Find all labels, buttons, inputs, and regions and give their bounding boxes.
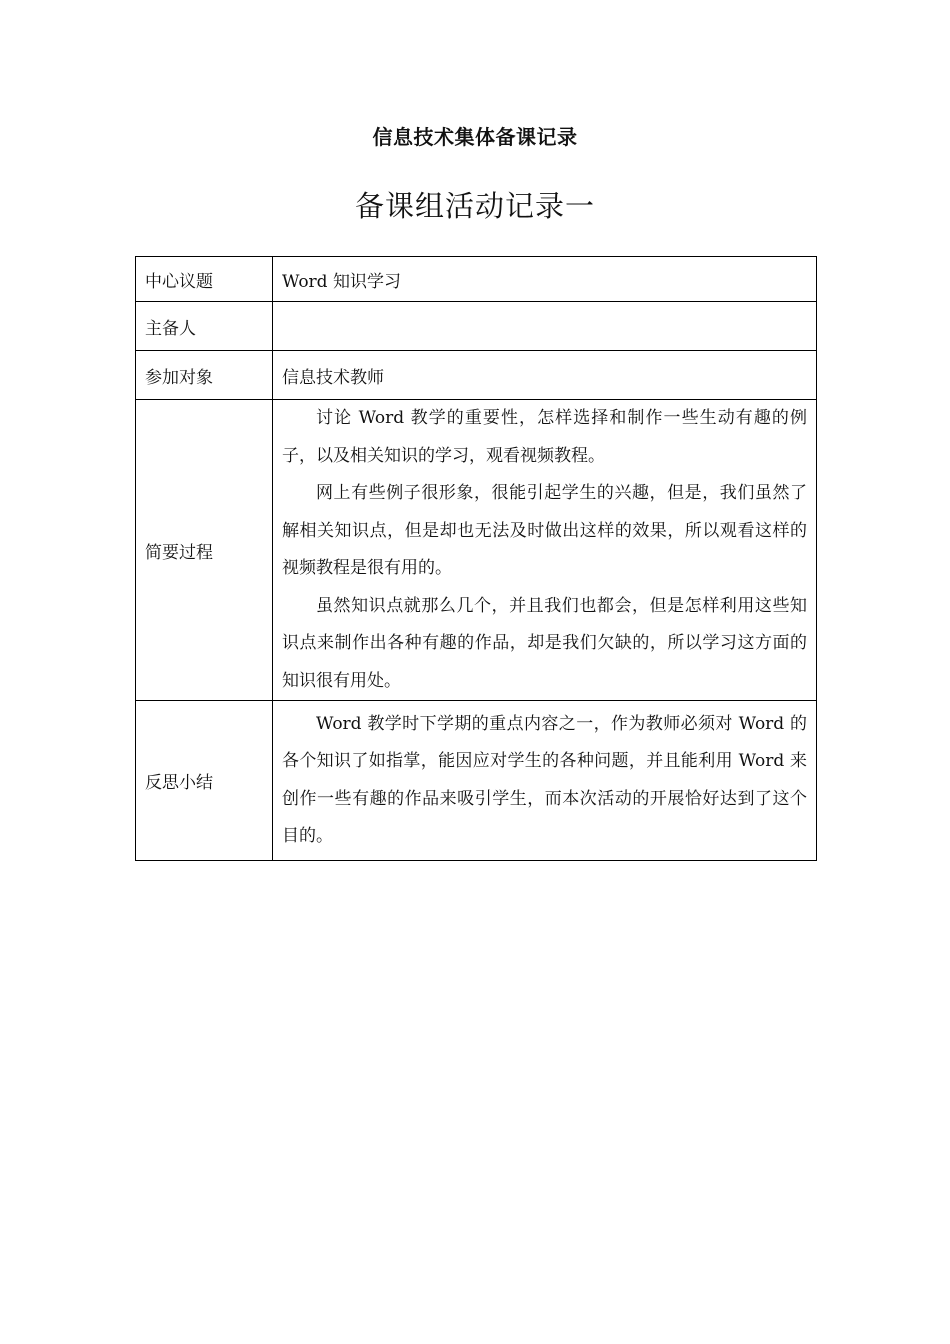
process-content (273, 400, 817, 701)
table-row-reflection (136, 701, 817, 861)
table-row-preparer (136, 302, 817, 351)
process-paragraph-2: 网上有些例子很形象，很能引起学生的兴趣，但是，我们虽然了解相关知识点，但是却也无法及时做出这样的效果，所以观看这样的视频教程是很有用的。 (282, 483, 807, 578)
topic-value: Word 知识学习 (273, 257, 817, 302)
reflection-paragraph-1: Word 教学时下学期的重点内容之一，作为教师必须对 Word 的各个知识了如指掌，能因应对学生的各种问题，并且能利用 Word 来创作一些有趣的作品来吸引学生，而本次活动的开展恰好达到了这个目的。 (282, 713, 807, 846)
document-subtitle: 备课组活动记录一 (354, 189, 595, 223)
participants-value: 信息技术教师 (273, 351, 817, 400)
preparer-value (273, 302, 817, 351)
process-paragraph-1: 讨论 Word 教学的重要性，怎样选择和制作一些生动有趣的例子，以及相关知识的学习，观看视频教程。 (282, 408, 807, 466)
table-row-topic (136, 257, 817, 302)
table-row-process (136, 400, 817, 701)
document-title: 信息技术集体备课记录 (372, 125, 578, 149)
reflection-label: 反思小结 (136, 701, 273, 861)
reflection-content (273, 701, 817, 861)
table-row-participants (136, 351, 817, 400)
topic-label: 中心议题 (136, 257, 273, 302)
process-label: 简要过程 (136, 400, 273, 701)
participants-label: 参加对象 (136, 351, 273, 400)
process-paragraph-3: 虽然知识点就那么几个，并且我们也都会，但是怎样利用这些知识点来制作出各种有趣的作品，却是我们欠缺的，所以学习这方面的知识很有用处。 (282, 595, 807, 691)
preparer-label: 主备人 (136, 302, 273, 351)
record-table (135, 256, 817, 861)
